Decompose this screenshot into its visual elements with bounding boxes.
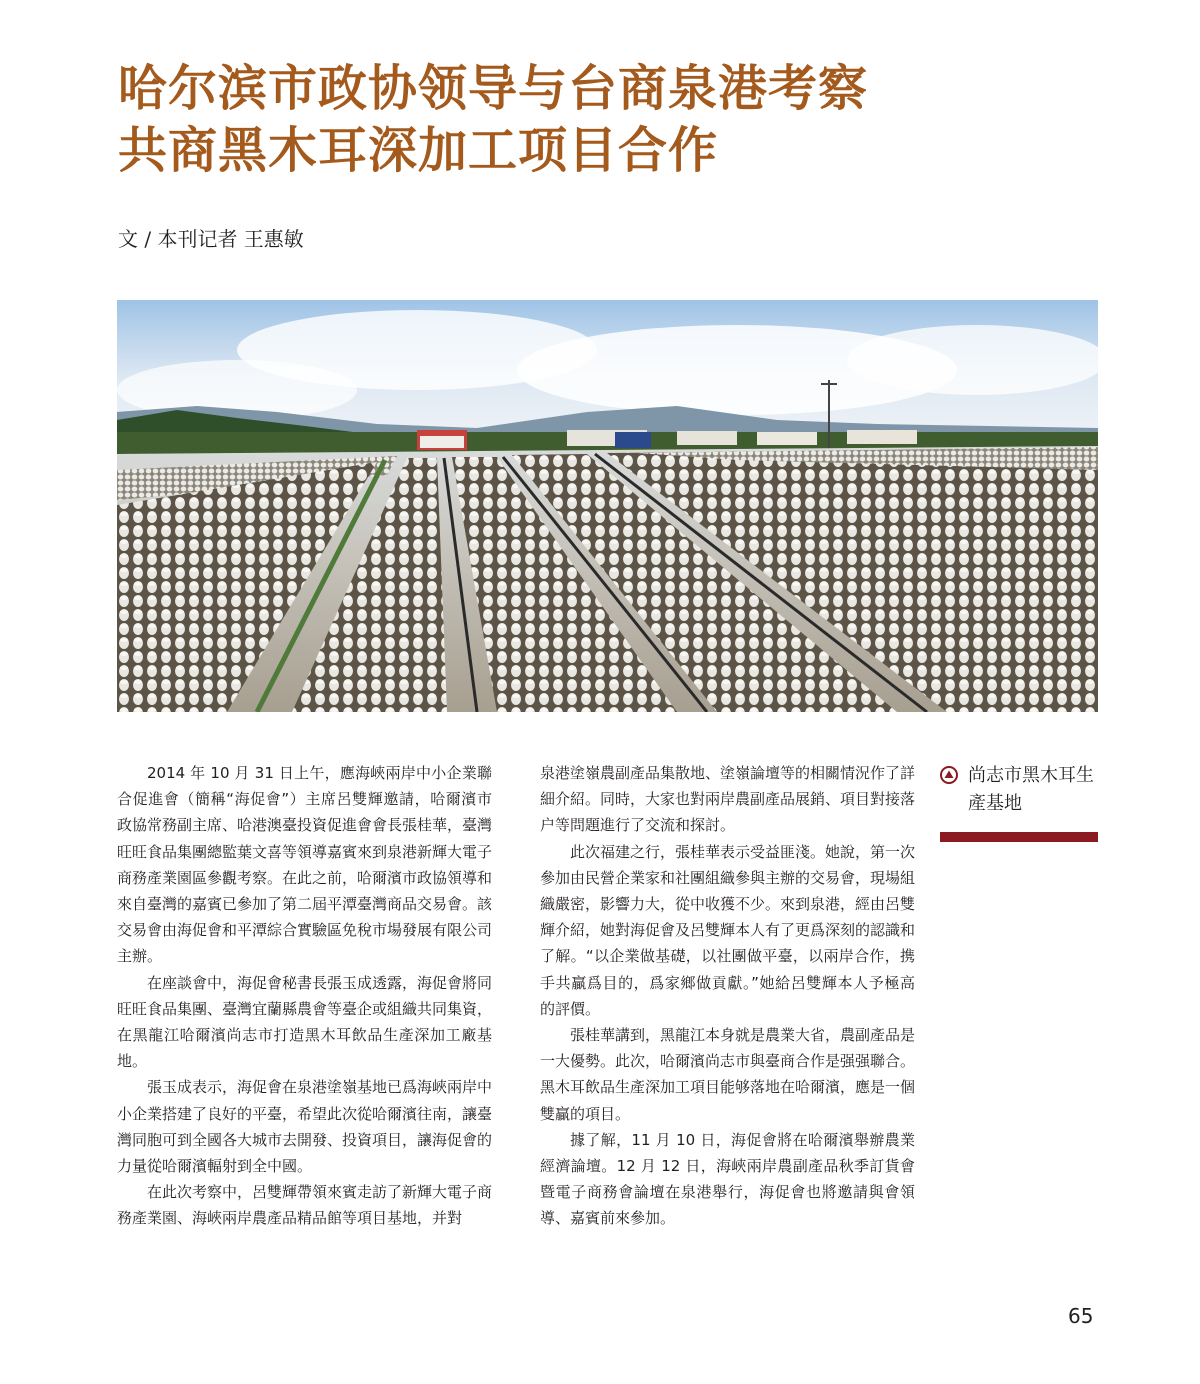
page-number: 65 [1068, 1304, 1094, 1328]
paragraph-continued: 泉港塗嶺農副產品集散地、塗嶺論壇等的相關情況作了詳細介紹。同時，大家也對兩岸農副產品展銷、項目對接落户等問題進行了交流和探討。 [540, 764, 916, 835]
byline: 文 / 本刊记者 王惠敏 [118, 227, 304, 251]
body-column-2 [540, 760, 915, 1232]
paragraph: 2014 年 10 月 31 日上午，應海峽兩岸中小企業聯合促進會（簡稱“海促會”）主席呂雙輝邀請，哈爾濱市政協常務副主席、哈港澳臺投資促進會會長張桂華，臺灣旺旺食品集團總監葉文喜等領導嘉賓來到泉港新輝大電子商務產業園區參觀考察。在此之前，哈爾濱市政協領導和來自臺灣的嘉賓已參加了第二屆平潭臺灣商品交易會。該交易會由海促會和平潭綜合實驗區免稅市場發展有限公司主辦。 [117, 764, 493, 966]
title-line-1: 哈尔滨市政协领导与台商泉港考察 [118, 60, 869, 117]
caption-bar [940, 832, 1098, 842]
paragraph: 在座談會中，海促會秘書長張玉成透露，海促會將同旺旺食品集團、臺灣宜蘭縣農會等臺企或組織共同集資，在黑龍江哈爾濱尚志市打造黑木耳飲品生產深加工廠基地。 [117, 973, 493, 1071]
paragraph: 此次福建之行，張桂華表示受益匪淺。她說，第一次參加由民營企業家和社團組織參與主辦的交易會，現場組織嚴密，影響力大，從中收獲不少。來到泉港，經由呂雙輝介紹，她對海促會及呂雙輝本人有了更爲深刻的認識和了解。“以企業做基礎，以社團做平臺，以兩岸合作，携手共贏爲目的，爲家鄉做貢獻。”她給呂雙輝本人予極高的評價。 [540, 842, 916, 1018]
paragraph: 張桂華講到，黑龍江本身就是農業大省，農副產品是一大優勢。此次，哈爾濱尚志市與臺商合作是强强聯合。黑木耳飲品生產深加工項目能够落地在哈爾濱，應是一個雙贏的項目。 [540, 1026, 916, 1123]
paragraph: 據了解，11 月 10 日，海促會將在哈爾濱舉辦農業經濟論壇。12 月 12 日，海峽兩岸農副產品秋季訂貨會暨電子商務會論壇在泉港舉行，海促會也將邀請與會領導、嘉賓前來參加。 [540, 1130, 915, 1228]
article-title [118, 58, 1018, 182]
paragraph: 在此次考察中，呂雙輝帶領來賓走訪了新輝大電子商務產業園、海峽兩岸農產品精品館等項目基地，并對 [117, 1183, 493, 1228]
triangle-up-circle-icon [940, 766, 958, 784]
paragraph: 張玉成表示，海促會在泉港塗嶺基地已爲海峽兩岸中小企業搭建了良好的平臺，希望此次從哈爾濱往南，讓臺灣同胞可到全國各大城市去開發、投資項目，讓海促會的力量從哈爾濱輻射到全中國。 [117, 1078, 493, 1176]
caption-text: 尚志市黑木耳生產基地 [968, 765, 1094, 814]
title-line-2: 共商黑木耳深加工项目合作 [118, 122, 719, 179]
body-column-1 [117, 760, 492, 1232]
article-photo [117, 300, 1098, 712]
